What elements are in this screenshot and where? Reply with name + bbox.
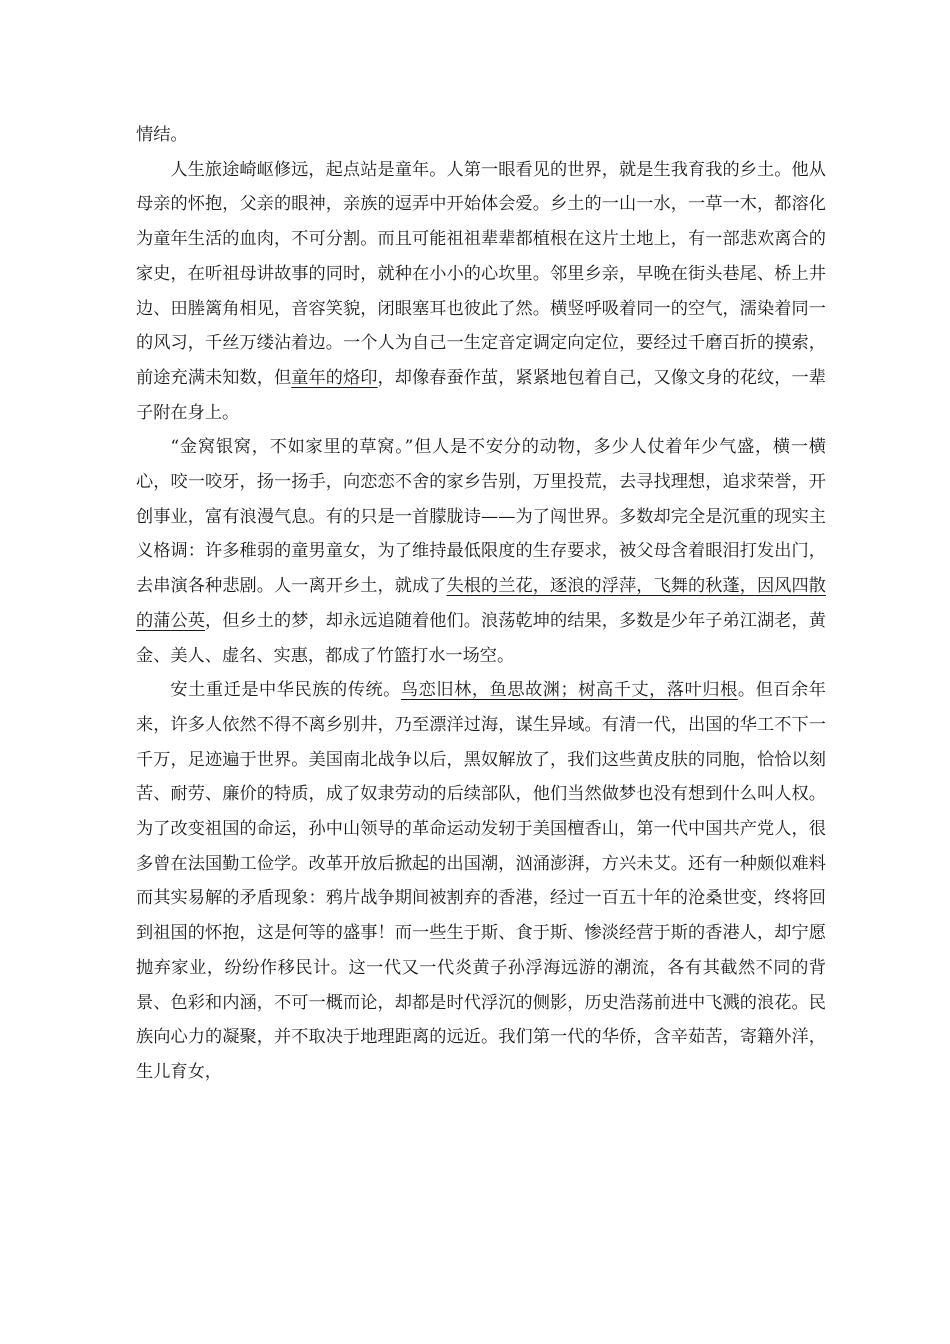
document-page bbox=[136, 118, 826, 1090]
paragraph-4 bbox=[136, 673, 826, 1089]
underlined-phrase: 失根的兰花，逐浪的浮萍，飞舞的秋蓬，因风四散的蒲公英 bbox=[136, 576, 826, 631]
text-segment: ，却像春蚕作茧，紧紧地包着自己，又像文身的花纹，一辈子附在身上。 bbox=[136, 367, 826, 423]
text-segment: 情结。 bbox=[136, 125, 188, 145]
text-segment: ，但乡土的梦，却永远追随着他们。浪荡乾坤的结果，多数是少年子弟江湖老，黄金、美人、虚名、实惠，都成了竹篮打水一场空。 bbox=[136, 610, 826, 666]
text-segment: “金窝银窝，不如家里的草窝。”但人是不安分的动物，多少人仗着年少气盛，横一横心，咬一咬牙，扬一扬手，向恋恋不舍的家乡告别，万里投荒，去寻找理想，追求荣誉，开创事业，富有浪漫气息。有的只是一首朦胧诗——为了闯世界。多数却完全是沉重的现实主义格调：许多稚弱的童男童女，为了维持最低限度的生存要求，被父母含着眼泪打发出门，去串演各种悲剧。人一离开乡土，就成了 bbox=[136, 437, 826, 597]
text-segment: 人生旅途崎岖修远，起点站是童年。人第一眼看见的世界，就是生我育我的乡土。他从母亲的怀抱，父亲的眼神，亲族的逗弄中开始体会爱。乡土的一山一水，一草一木，都溶化为童年生活的血肉，不可分割。而且可能祖祖辈辈都植根在这片土地上，有一部悲欢离合的家史，在听祖母讲故事的同时，就种在小小的心坎里。邻里乡亲，早晚在街头巷尾、桥上井边、田塍篱角相见，音容笑貌，闭眼塞耳也彼此了然。横竖呼吸着同一的空气，濡染着同一的风习，千丝万缕沾着边。一个人为自己一生定音定调定向定位，要经过千磨百折的摸索，前途充满未知数，但 bbox=[136, 159, 826, 388]
paragraph-3 bbox=[136, 430, 826, 673]
paragraph-1 bbox=[136, 118, 826, 153]
paragraph-2 bbox=[136, 153, 826, 431]
text-segment: 。但百余年来，许多人依然不得不离乡别井，乃至漂洋过海，谋生异域。有清一代，出国的华工不下一千万，足迹遍于世界。美国南北战争以后，黑奴解放了，我们这些黄皮肤的同胞，恰恰以刻苦、耐劳、廉价的特质，成了奴隶劳动的后续部队，他们当然做梦也没有想到什么叫人权。为了改变祖国的命运，孙中山领导的革命运动发轫于美国檀香山，第一代中国共产党人，很多曾在法国勤工俭学。改革开放后掀起的出国潮，汹涌澎湃，方兴未艾。还有一种颇似难料而其实易解的矛盾现象：鸦片战争期间被割弃的香港，经过一百五十年的沧桑世变，终将回到祖国的怀抱，这是何等的盛事！而一些生于斯、食于斯、惨淡经营于斯的香港人，却宁愿抛弃家业，纷纷作移民计。这一代又一代炎黄子孙浮海远游的潮流，各有其截然不同的背景、色彩和内涵，不可一概而论，却都是时代浮沉的侧影，历史浩荡前进中飞溅的浪花。民族向心力的凝聚，并不取决于地理距离的远近。我们第一代的华侨，含辛茹苦，寄籍外洋，生儿育女， bbox=[136, 680, 826, 1082]
underlined-phrase: 鸟恋旧林，鱼思故渊；树高千丈，落叶归根 bbox=[400, 680, 738, 701]
text-segment: 安土重迁是中华民族的传统。 bbox=[170, 680, 401, 701]
underlined-phrase: 童年的烙印 bbox=[291, 367, 378, 388]
